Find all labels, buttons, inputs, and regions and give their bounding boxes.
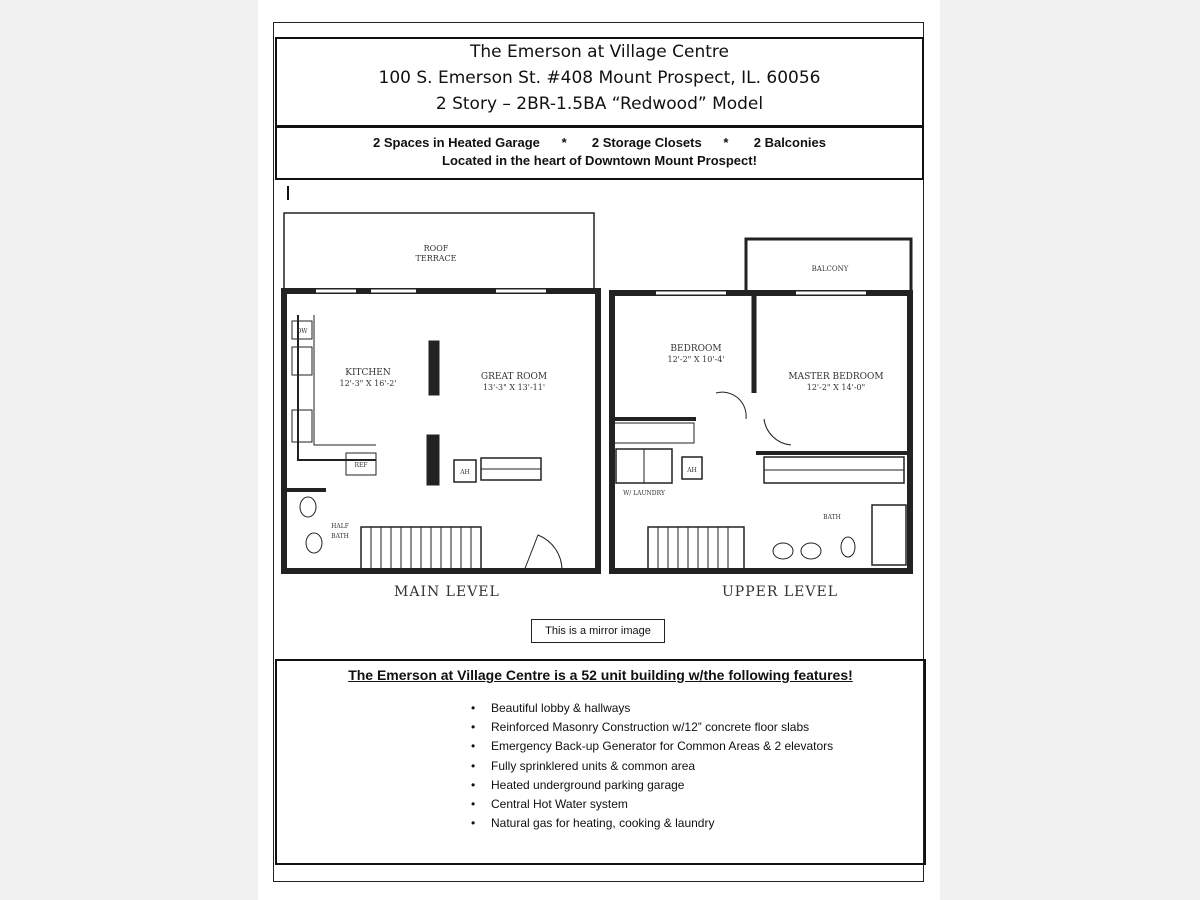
kitchen-label: KITCHEN: [345, 368, 391, 378]
balcony-label: BALCONY: [811, 265, 849, 273]
main-level-plan: [284, 213, 598, 571]
floor-plan-image: [276, 205, 924, 615]
features-title: The Emerson at Village Centre is a 52 unit building w/the following features!: [348, 667, 853, 683]
feature-item: • Reinforced Masonry Construction w/12” concrete floor slabs: [467, 718, 833, 737]
great-room-dimensions: 13'-3" X 13'-11': [482, 383, 546, 392]
laundry-label: W/ LAUNDRY: [623, 490, 665, 497]
highlights-line: 2 Spaces in Heated Garage * 2 Storage Closets * 2 Balconies: [372, 135, 826, 150]
feature-item: • Central Hot Water system: [467, 795, 833, 814]
upper-level-label: UPPER LEVEL: [722, 584, 838, 600]
half-bath-label-1: HALF: [331, 523, 349, 530]
header-box: [275, 37, 924, 127]
text-cursor: [287, 186, 289, 200]
dishwasher-label: DW: [296, 328, 308, 335]
upper-air-handler-label: AH: [687, 467, 697, 474]
feature-item: • Natural gas for heating, cooking & laundry: [467, 814, 833, 833]
model-description: 2 Story – 2BR-1.5BA “Redwood” Model: [435, 94, 764, 114]
bedroom-label: BEDROOM: [670, 344, 722, 354]
features-box: [275, 659, 926, 865]
feature-item: • Beautiful lobby & hallways: [467, 699, 833, 718]
upper-bath-label: BATH: [823, 514, 841, 521]
upper-level-plan: [612, 239, 911, 571]
feature-item: • Emergency Back-up Generator for Common Areas & 2 elevators: [467, 737, 833, 756]
address: 100 S. Emerson St. #408 Mount Prospect, IL. 60056: [378, 68, 821, 88]
location-line: Located in the heart of Downtown Mount Prospect!: [442, 153, 757, 168]
air-handler-label: AH: [460, 469, 470, 476]
roof-terrace-label-2: TERRACE: [415, 254, 457, 263]
feature-item: • Heated underground parking garage: [467, 776, 833, 795]
feature-item: • Fully sprinklered units & common area: [467, 757, 833, 776]
upper-level-walls: [612, 293, 910, 571]
features-list: [467, 699, 833, 833]
refrigerator-label: REF: [354, 462, 368, 469]
main-level-label: MAIN LEVEL: [394, 584, 500, 600]
highlights-box: [275, 127, 924, 180]
mirror-image-note: This is a mirror image: [531, 619, 665, 643]
kitchen-dimensions: 12'-3" X 16'-2': [339, 379, 397, 388]
half-bath-label-2: BATH: [331, 533, 349, 540]
great-room-label: GREAT ROOM: [480, 372, 548, 382]
roof-terrace-label-1: ROOF: [423, 244, 449, 253]
master-bedroom-dimensions: 12'-2" X 14'-0": [806, 383, 866, 392]
master-bedroom-label: MASTER BEDROOM: [788, 372, 884, 382]
bedroom-dimensions: 12'-2" X 10'-4': [667, 355, 725, 364]
building-name: The Emerson at Village Centre: [469, 42, 730, 62]
